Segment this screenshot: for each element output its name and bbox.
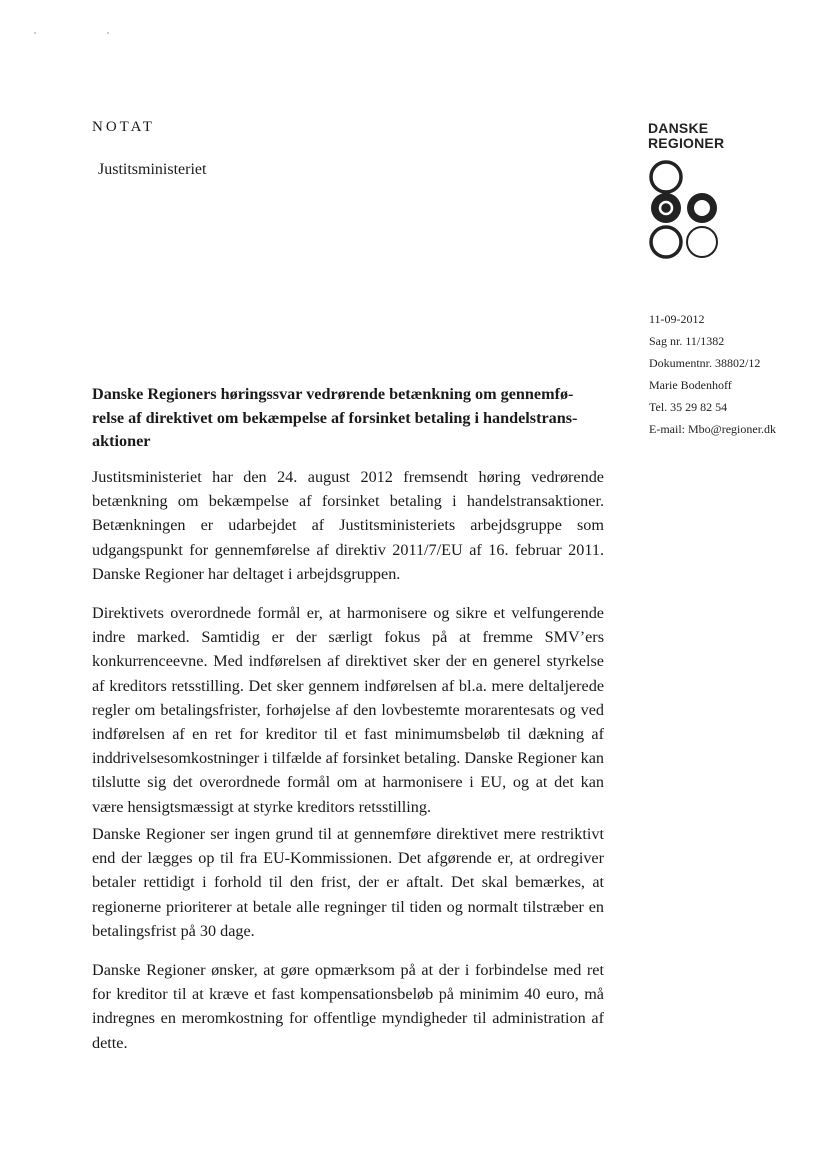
danske-regioner-logo-icon: [645, 157, 725, 261]
document-type-label: NOTAT: [92, 119, 155, 135]
brand-line-2: REGIONER: [648, 135, 725, 151]
body-paragraph: Direktivets overordnede formål er, at harmonisere og sikre et velfungerende indre marked. Samtidig er der særligt fokus på at fremme SMV’ers konkurrenceevne. Med indførelsen af direktivet sker der en generel styrkelse af kreditors retsstilling. Det sker gennem indførelsen af bl.a. mere deltaljerede regler om betalingsfrister, forhøjelse af den lovbestemte morarentesats og ved indførelsen af en ret for kreditor til et fast minimumsbeløb til dækning af inddrivelsesomkostninger i tilfælde af forsinket betaling. Danske Regioner kan tilslutte sig det overordnede formål om at harmonisere i EU, og at det kan være hensigtsmæssigt at styrke kreditors retsstilling.: [92, 604, 604, 816]
author-email: E-mail: Mbo@regioner.dk: [649, 422, 777, 436]
document-date: 11-09-2012: [649, 312, 705, 326]
body-paragraph: Justitsministeriet har den 24. august 2012 fremsendt høring vedrørende betænkning om bekæmpelse af forsinket betaling i handelstransaktioner. Betænkningen er udarbejdet af Justitsministeriets arbejdsgruppe som udgangspunkt for gennemførelse af direktiv 2011/7/EU af 16. februar 2011. Danske Regioner har deltaget i arbejdsgruppen.: [92, 468, 604, 583]
brand-line-1: DANSKE: [648, 120, 709, 136]
scan-speck: [107, 32, 109, 34]
document-metadata: [649, 308, 776, 440]
document-number: Dokumentnr. 38802/12: [649, 356, 761, 370]
recipient: Justitsministeriet: [98, 161, 207, 178]
scan-speck: [34, 32, 36, 34]
body-paragraph: Danske Regioner ser ingen grund til at gennemføre direktivet mere restriktivt end der lægges op til fra EU-Kommissionen. Det afgørende er, at ordregiver betaler rettidigt i forhold til den frist, der er aftalt. Det skal bemærkes, at regionerne prioriterer at betale alle regninger til tiden og normalt tilstræber en betalingsfrist på 30 dage.: [92, 825, 604, 940]
author-phone: Tel. 35 29 82 54: [649, 400, 728, 414]
body-paragraph: Danske Regioner ønsker, at gøre opmærksom på at der i forbindelse med ret for kreditor til at kræve et fast kompensationsbeløb på minimim 40 euro, må indregnes en meromkostning for offentlige myndigheder til administration af dette.: [92, 961, 604, 1052]
case-number: Sag nr. 11/1382: [649, 334, 725, 348]
author-name: Marie Bodenhoff: [649, 378, 732, 392]
document-title: Danske Regioners høringssvar vedrørende betænkning om gennemfø-relse af direktivet om bekæmpelse af forsinket betaling i handelstrans-aktioner: [92, 385, 578, 450]
brand-wordmark: [648, 121, 768, 151]
